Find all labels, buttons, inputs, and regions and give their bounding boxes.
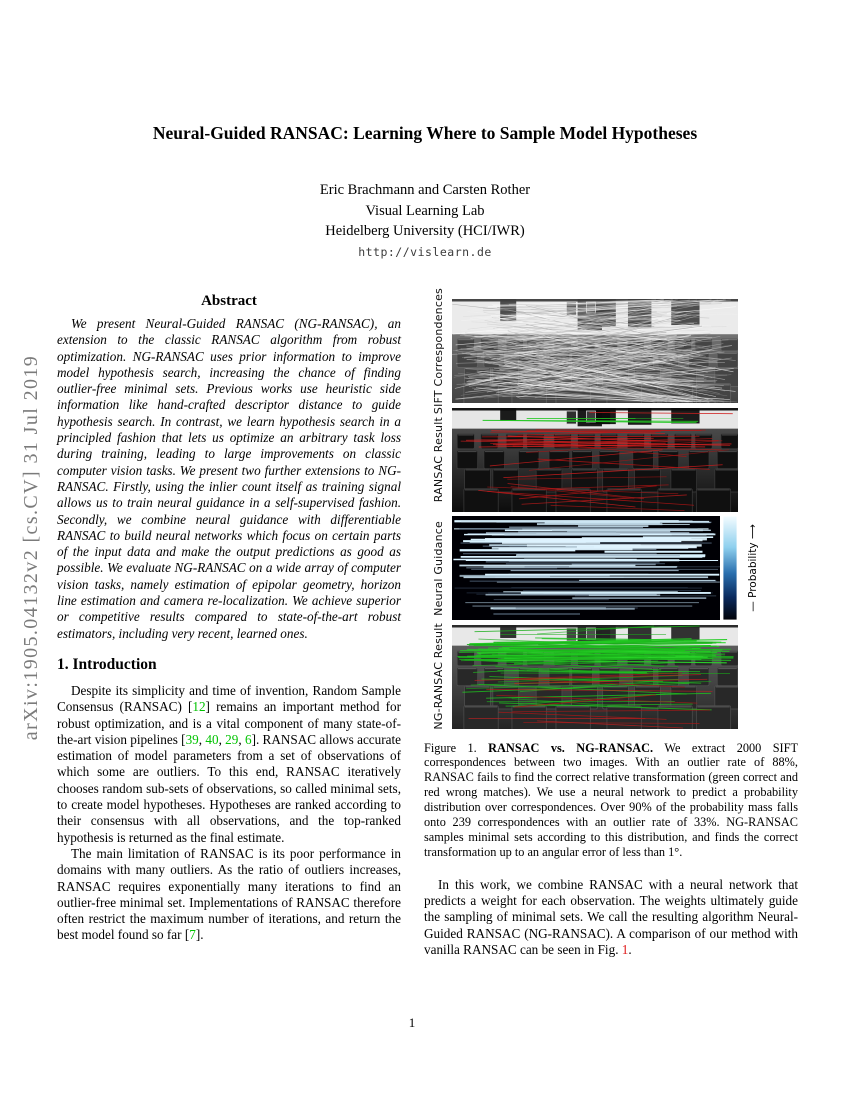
probability-axis-annotation [742,516,764,620]
text-segment: . [628,941,632,957]
right-column [424,287,798,958]
text-segment: ] remains an important method for robust optimization, and is a vital component of many state-of-the-art vision pipelines [ [57,699,401,747]
probability-axis-label: Probability [747,542,759,599]
citation-link[interactable]: 7 [189,927,196,943]
panel-label-ngransac: NG-RANSAC Result [431,623,445,730]
figure-panel-row-sift [424,287,798,415]
text-segment: We extract 2000 SIFT correspondences between two images. With an outlier rate of 88%, RANSAC fails to find the correct relative transformation (green correct and red wrong matches). We use a neural network to predict a probability distribution over correspondences. Over 90% of the probability mass falls onto 239 correspondences with an outlier rate of 33%. NG-RANSAC samples minimal sets according to this distribution, and finds the correct transformation up to an angular error of less than 1°. [424,740,798,859]
panel-label-ransac: RANSAC Result [431,416,445,503]
left-column [57,293,401,944]
figure-panel-row-ngransac [424,625,798,729]
ng-ransac-result-image [452,625,738,729]
author-names: Eric Brachmann and Carsten Rother [319,182,531,198]
page-number: 1 [408,1015,416,1030]
intro-paragraph-2 [57,846,401,944]
text-segment: ]. [195,927,204,943]
citation-link[interactable]: 39 [185,731,199,747]
abstract-heading: Abstract [201,293,257,309]
figure-reference-link[interactable]: 1 [621,941,629,957]
figure-panel-row-guidance [424,516,798,620]
paper-url-link[interactable]: http://vislearn.de [358,245,492,259]
text-segment: , [198,731,206,747]
figure-panel-row-ransac [424,408,798,512]
arxiv-watermark-text: arXiv:1905.04132v2 [cs.CV] 31 Jul 2019 [20,354,42,741]
citation-link[interactable]: 6 [244,731,252,747]
text-segment: , [218,731,226,747]
text-segment: Despite its simplicity and time of invention, Random Sample Consensus (RANSAC) [ [57,682,401,715]
paragraph-after-figure [424,877,798,958]
panel-label-sift: SIFT Correspondences [431,287,445,415]
intro-paragraph-1 [57,683,401,846]
text-segment: Figure 1. [424,740,489,755]
text-segment: In this work, we combine RANSAC with a neural network that predicts a weight for each observation. The weights ultimately guide the sampling of minimal sets. We call the resulting algorithm Neural-Guided RANSAC (NG-RANSAC). A comparison of our method with vanilla RANSAC can be seen in Fig. [424,876,798,957]
affiliation-lab: Visual Learning Lab [365,202,485,219]
text-segment: RANSAC vs. NG-RANSAC. [488,740,654,755]
citation-link[interactable]: 29 [225,731,239,747]
text-segment: ]. RANSAC allows accurate estimation of model parameters from a set of observations of which some are outliers. To this end, RANSAC iteratively chooses random sub-sets of observations, so called minimal sets, to create model hypotheses. Hypotheses are ranked according to their consensus with all observations, and the top-ranked hypothesis is returned as the final estimate. [57,731,402,845]
ransac-result-image [452,408,738,512]
sift-correspondences-image [452,299,738,403]
figure-1-caption [424,741,798,860]
paper-title: Neural-Guided RANSAC: Learning Where to Sample Model Hypotheses [152,123,698,143]
citation-link[interactable]: 12 [192,699,206,715]
neural-guidance-image [452,516,738,620]
up-arrow-icon: ⟶ [747,524,759,540]
affiliation-university: Heidelberg University (HCI/IWR) [325,223,525,239]
text-segment: The main limitation of RANSAC is its poor performance in domains with many outliers. As the ratio of outliers increases, RANSAC requires exponentially many iterations to find an outlier-free minimal set. Implementations of RANSAC therefore often restrict the maximum number of iterations, and return the best model found so far [ [57,845,401,943]
citation-link[interactable]: 40 [205,731,219,747]
author-block [0,180,850,242]
text-segment: , [238,731,245,747]
section-heading-introduction: 1. Introduction [57,655,157,673]
arxiv-watermark [20,355,43,745]
axis-line-icon: — [747,601,759,612]
abstract-text: We present Neural-Guided RANSAC (NG-RANSAC), an extension to the classic RANSAC algorithm from robust optimization. NG-RANSAC uses prior information to improve model hypothesis search, increasing the chance of finding outlier-free minimal sets. Previous works use heuristic side information like hand-crafted descriptor distance to guide hypothesis search. In contrast, we learn hypothesis search in a principled fashion that lets us optimize an arbitrary task loss during training, leading to large improvements on classic computer vision tasks. We present two further extensions to NG-RANSAC. Firstly, using the inlier count itself as training signal allows us to train neural guidance in a self-supervised fashion. Secondly, we combine neural guidance with differentiable RANSAC to build neural networks which focus on certain parts of the input data and make the output predictions as good as possible. We evaluate NG-RANSAC on a wide array of computer vision tasks, namely estimation of epipolar geometry, horizon line estimation and camera re-localization. We achieve superior or competitive results compared to state-of-the-art robust estimators, including very recent, learned ones. [57,316,401,641]
panel-label-guidance: Neural Guidance [431,520,445,616]
